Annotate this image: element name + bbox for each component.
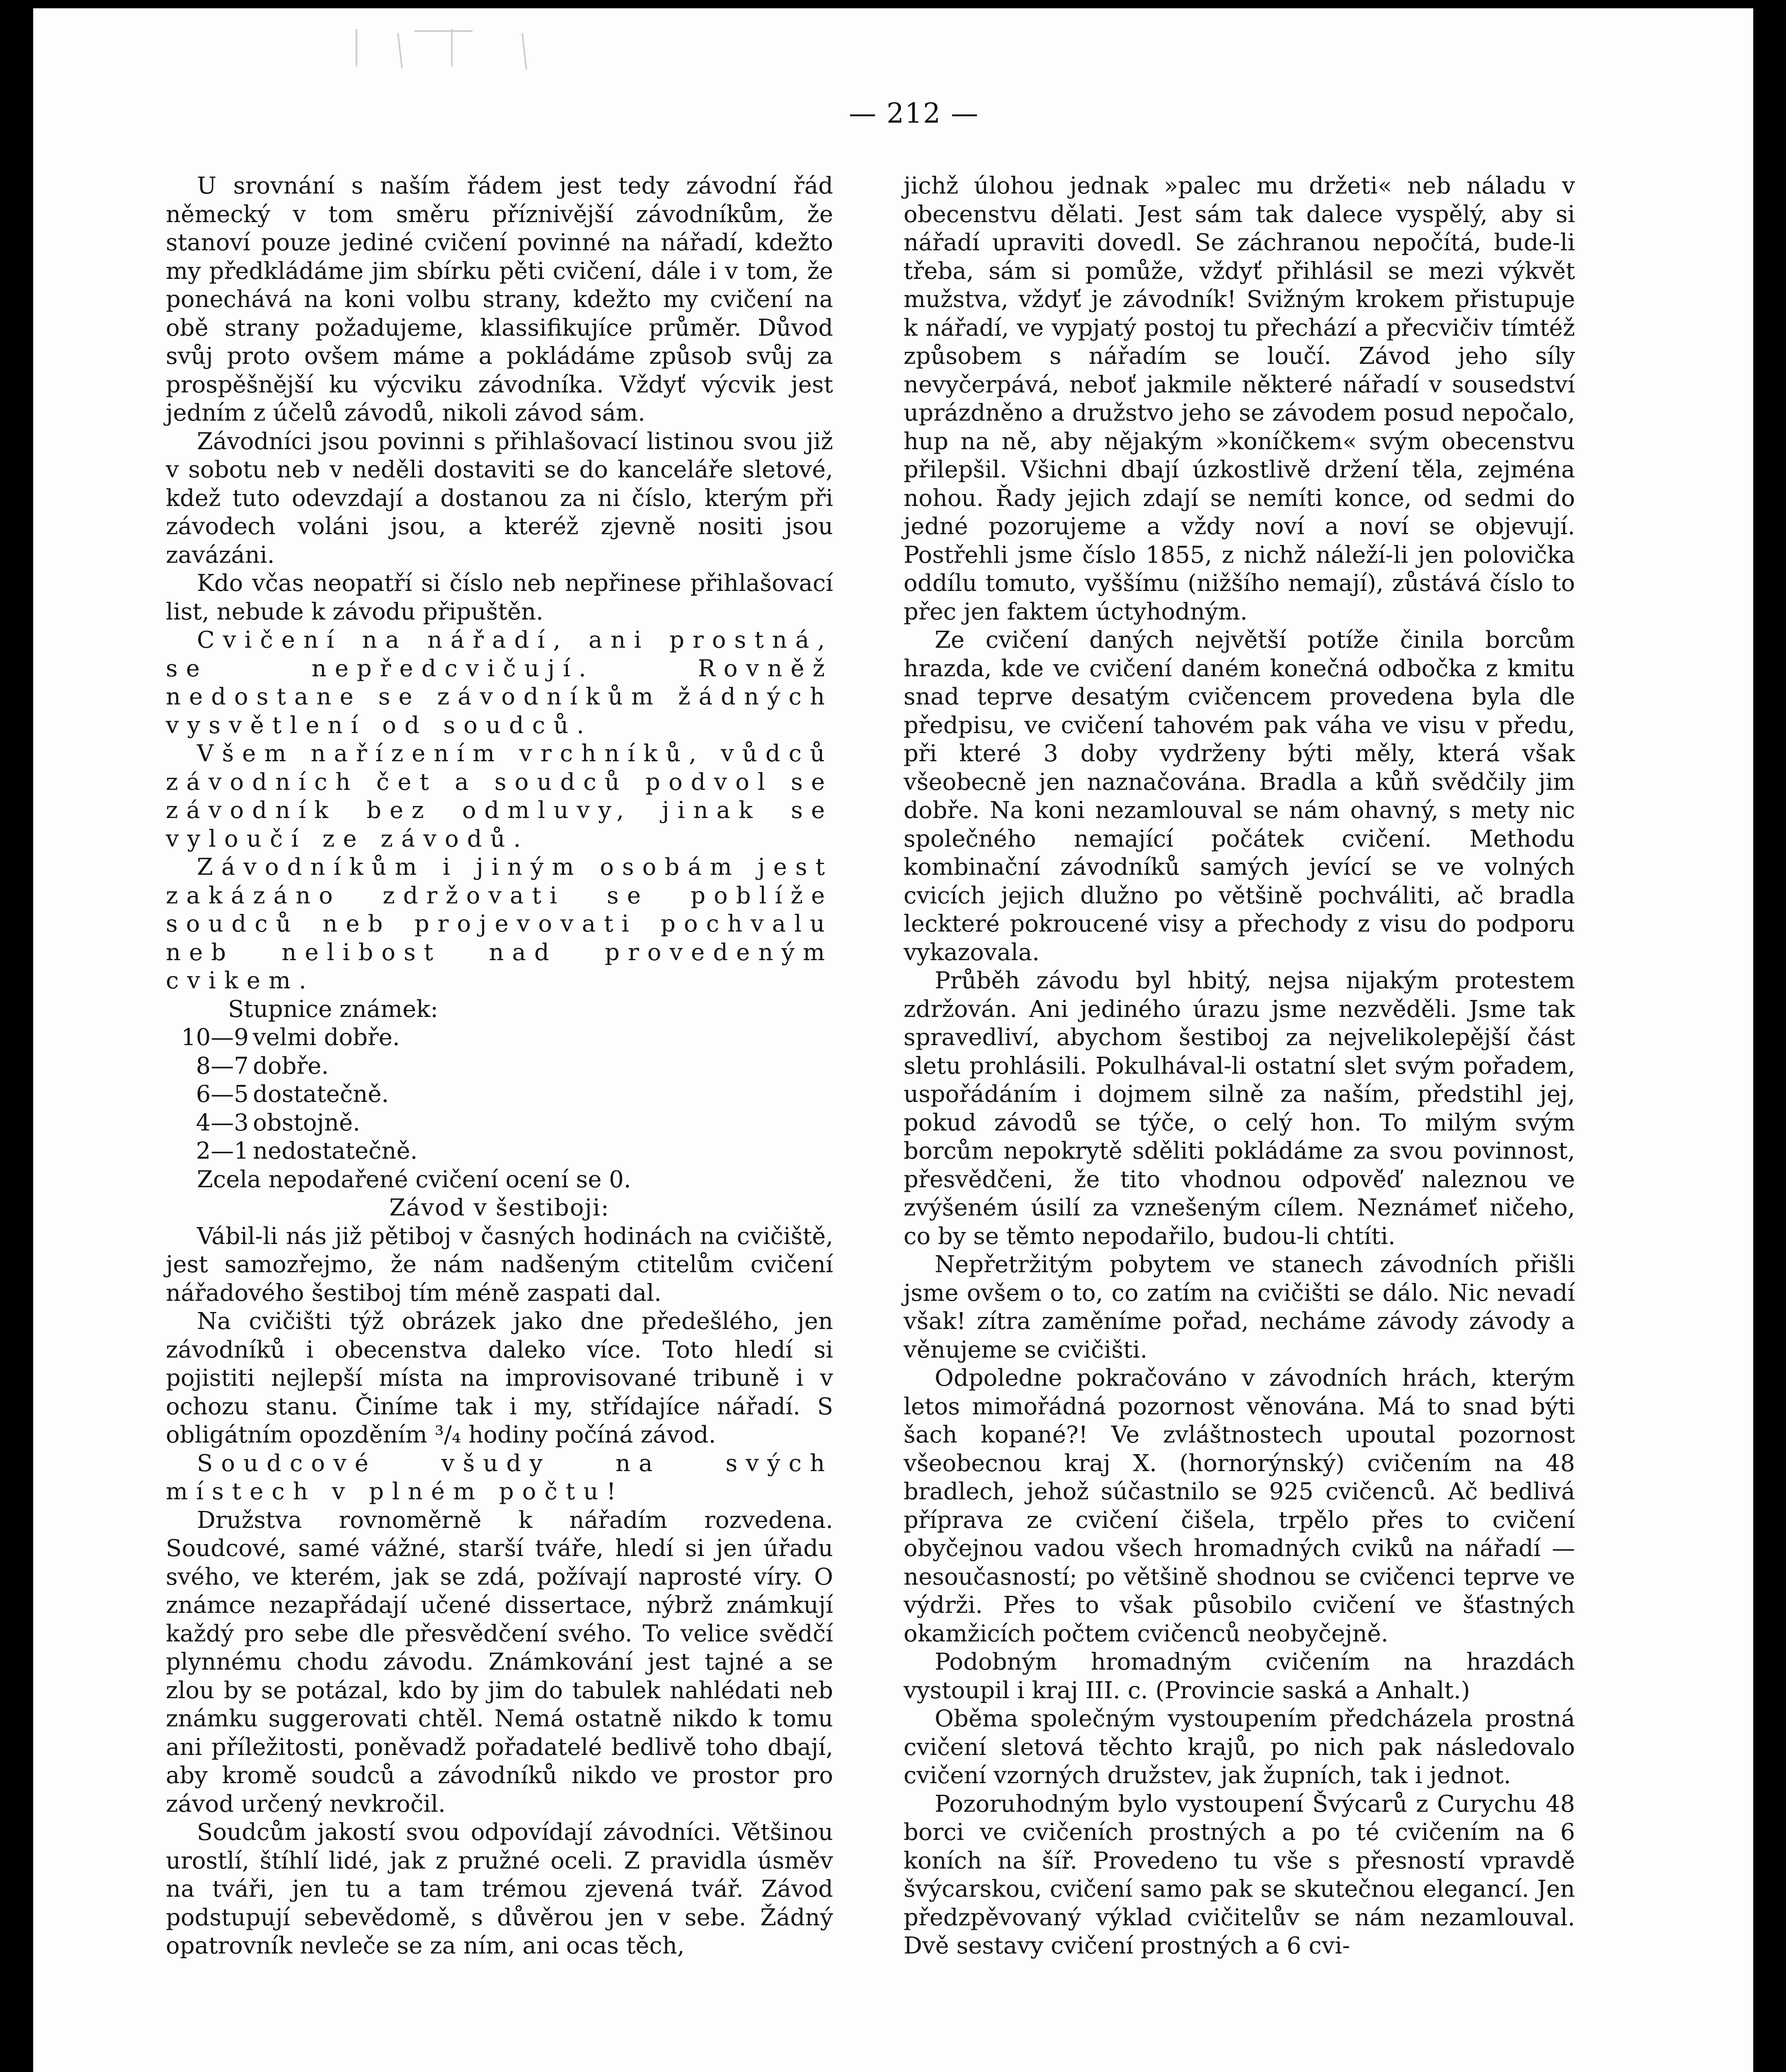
page-number: — 212 — [849,97,979,129]
paragraph: Vábil-li nás již pětiboj v časných hodinách na cvičiště, jest samozřejmo, že nám nadšeným ctitelům cvičení nářadového šestiboj tím méně zaspati dal. [166,1222,833,1307]
grading-grade: velmi dobře. [253,1024,400,1051]
paragraph: Nepřetržitým pobytem ve stanech závodních přišli jsme ovšem o to, co zatím na cvičišti se dálo. Nic nevadí však! zítra zaměníme pořad, necháme závody závody a věnujeme se cvičišti. [904,1251,1575,1363]
grading-row [166,1052,833,1081]
paragraph: jichž úlohou jednak »palec mu držeti« neb náladu v obecenstvu dělati. Jest sám tak dalece vyspělý, aby si nářadí upraviti dovedl. Se záchranou nepočítá, bude-li třeba, sám si pomůže, vždyť přihlásil se mezi výkvět mužstva, vždyť je závodník! Svižným krokem přistupuje k nářadí, ve vypjatý postoj tu přechází a přecvičiv tímtéž způsobem s nářadím se loučí. Závod jeho síly nevyčerpává, neboť jakmile některé nářadí v sousedství uprázdněno a družstvo jeho se závodem posud nepočalo, hup na ně, aby nějakým »koníčkem« svým obecenstvu přilepšil. Všichni dbají úzkostlivě držení těla, zejména nohou. Řady jejich zdají se nemíti konce, od sedmi do jedné pozorujeme a vždy noví a noví se objevují. Postřehli jsme číslo 1855, z nichž náleží-li jen polovička oddílu tomuto, vyššímu (nižšího nemají), zůstává číslo to přec jen faktem úctyhodným. [904,172,1575,625]
paragraph: Na cvičišti týž obrázek jako dne předešlého, jen závodníků i obecenstva daleko více. Toto hledí si pojistiti nejlepší místa na improvisované tribuně i v ochozu stanu. Činíme tak i my, střídajíce nářadí. S obligátním opozděním ³/₄ hodiny počíná závod. [166,1308,833,1448]
left-paragraphs-2 [166,1222,833,1961]
paragraph: Podobným hromadným cvičením na hrazdách vystoupil i kraj III. c. (Provincie saská a Anhalt.) [904,1648,1575,1704]
paragraph: Pozoruhodným bylo vystoupení Švýcarů z Curychu 48 borci ve cvičeních prostných a po té cvičením na 6 koních na šíř. Provedeno tu vše s přesností vpravdě švýcarskou, cvičení samo pak se skutečnou elegancí. Jen předzpěvovaný výklad cvičitelův se nám nezamlouval. Dvě sestavy cvičení prostných a 6 cvi- [904,1790,1575,1959]
grading-label: Stupnice známek: [228,995,439,1023]
grading-row [166,1024,833,1052]
grading-row [166,1080,833,1109]
scan-border [1753,8,1778,2072]
grading-grade: obstojně. [253,1109,360,1136]
left-paragraphs-1 [166,172,833,995]
paragraph: Průběh závodu byl hbitý, nejsa nijakým protestem zdržován. Ani jediného úrazu jsme nezvěděli. Jsme tak spravedliví, abychom šestiboj za nejvelikolepější část sletu prohlásili. Pokulhával-li ostatní slet svým pořadem, uspořádáním i dojmem silně za naším, předstihl jej, pokud závodů se týče, o celý hon. To milým svým borcům nepokrytě sděliti pokládáme za svou povinnost, přesvědčeni, že tito vhodnou odpověď naleznou ve zvýšeném úsilí za vznešeným cílem. Neznámeť ničeho, co by se těmto nepodařilo, budou-li chtíti. [904,967,1575,1250]
paragraph: Všem nařízením vrchníků, vůdců závodních čet a soudců podvol se závodník bez odmluvy, jinak se vyloučí ze závodů. [166,740,833,852]
paragraph: Závodníci jsou povinni s přihlašovací listinou svou již v sobotu neb v neděli dostaviti se do kanceláře sletové, kdež tuto odevzdají a dostanou za ni číslo, kterým při závodech voláni jsou, a kteréž zjevně nositi jsou zavázáni. [166,428,833,569]
right-paragraphs [904,172,1575,1961]
paragraph: Závodníkům i jiným osobám jest zakázáno zdržovati se poblíže soudců neb projevovati pochvalu neb nelibost nad provedeným cvikem. [166,854,833,994]
paragraph: Družstva rovnoměrně k nářadím rozvedena. Soudcové, samé vážné, starší tváře, hledí si jen úřadu svého, ve kterém, jak se zdá, požívají naprosté víry. O známce nezapřádají učené dissertace, nýbrž známkují každý pro sebe dle přesvědčení svého. To velice svědčí plynnému chodu závodu. Známkování jest tajné a se zlou by se potázal, kdo by jim do tabulek nahlédati neb známku suggerovati chtěl. Nemá ostatně nikdo k tomu ani příležitosti, poněvadž pořadatelé bedlivě toho dbají, aby kromě soudců a závodníků nikdo ve prostor pro závod určený nevkročil. [166,1506,833,1818]
paragraph: Odpoledne pokračováno v závodních hrách, kterým letos mimořádná pozornost věnována. Má to snad býti šach kopané?! Ve zvláštnostech upoutal pozornost všeobecnou kraj X. (hornorýnský) cvičením na 48 bradlech, jehož súčastnilo se 925 cvičenců. Ač bedlivá příprava ze cvičení čišela, trpělo přes to cvičení obyčejnou vadou všech hromadných cviků na nářadí — nesoučasností; po většině shodnou se cvičenci teprve ve výdrži. Přes to však působilo cvičení ve šťastných okamžicích počtem cvičenců neobyčejně. [904,1365,1575,1647]
paragraph: Kdo včas neopatří si číslo neb nepřinese přihlašovací list, nebude k závodu připuštěn. [166,570,833,625]
grading-range: 4—3 [196,1109,249,1136]
left-column [166,172,833,1961]
grading-grade: dostatečně. [253,1081,389,1108]
grading-range: 10—9 [181,1024,249,1051]
scan-smudge [348,21,580,75]
grading-grade: dobře. [253,1052,329,1080]
grading-grade: nedostatečně. [253,1138,418,1164]
grading-range: 6—5 [196,1081,249,1108]
section-heading: Závod v šestiboji: [389,1194,610,1221]
grading-row [166,1109,833,1138]
right-column [904,172,1575,1961]
paragraph: Oběma společným vystoupením předcházela prostná cvičení sletová těchto krajů, po nich pak následovalo cvičení vzorných družstev, jak župních, tak i jednot. [904,1705,1575,1789]
paragraph: Soudcům jakostí svou odpovídají závodníci. Většinou urostlí, štíhlí lidé, jak z pružné oceli. Z pravidla úsměv na tváři, jen tu a tam trémou zjevená tvář. Závod podstupují sebevědomě, s důvěrou jen v sebe. Žádný opatrovník nevleče se za ním, ani ocas těch, [166,1819,833,1959]
page [33,8,1753,2072]
paragraph: Soudcové všudy na svých místech v plném počtu! [166,1450,833,1505]
paragraph: U srovnání s naším řádem jest tedy závodní řád německý v tom směru příznivější závodníkům, že stanoví pouze jediné cvičení povinné na nářadí, kdežto my předkládáme jim sbírku pěti cvičení, dále i v tom, že ponechává na koni volbu strany, kdežto my cvičení na obě strany požadujeme, klassifikujíce průměr. Důvod svůj proto ovšem máme a pokládáme způsob svůj za prospěšnější ku výcviku závodníka. Vždyť výcvik jest jedním z účelů závodů, nikoli závod sám. [166,172,833,426]
grading-row [166,1137,833,1166]
grading-range: 2—1 [196,1138,249,1164]
grading-range: 8—7 [196,1052,249,1080]
paragraph: Cvičení na nářadí, ani prostná, se nepředcvičují. Rovněž nedostane se závodníkům žádných vysvětlení od soudců. [166,627,833,739]
grading-scale [166,1024,833,1166]
paragraph: Ze cvičení daných největší potíže činila borcům hrazda, kde ve cvičení daném konečná odbočka z kmitu snad teprve desatým cvičencem provedena byla dle předpisu, ve cvičení tahovém pak váha ve visu v předu, při které 3 doby vydrženy býti měly, která však všeobecně jen naznačována. Bradla a kůň svědčily jim dobře. Na koni nezamlouval se nám ohavný, s mety nic společného nemající počátek cvičení. Methodu kombinační závodníků samých jevící se ve volných cvicích jejich dlužno po většině pochváliti, ač bradla leckteré pokroucené visy a přechody z visu do podporu vykazovala. [904,627,1575,966]
grading-note: Zcela nepodařené cvičení ocení se 0. [197,1166,631,1193]
